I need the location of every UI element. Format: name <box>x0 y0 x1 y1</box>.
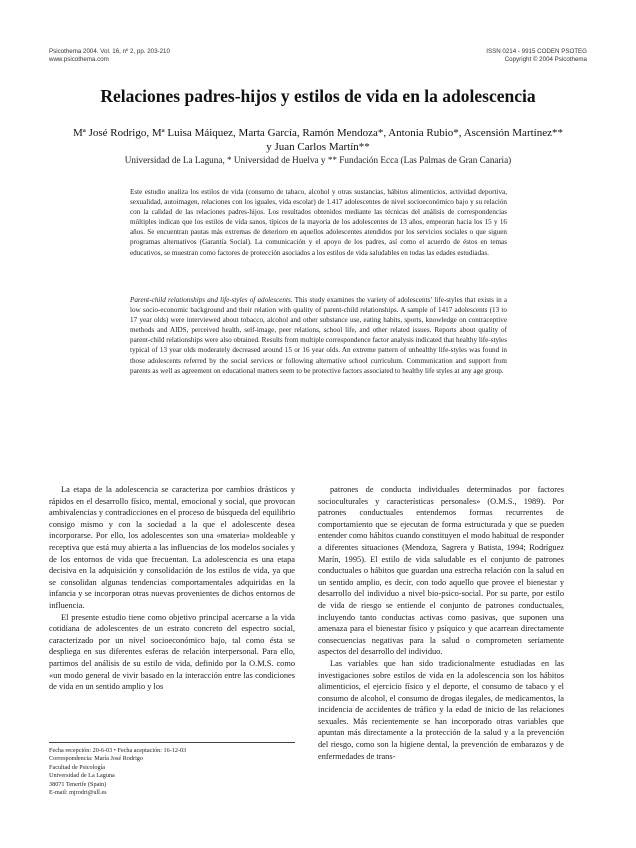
abstract-spanish: Este estudio analiza los estilos de vida (consumo de tabaco, alcohol y otras sustancias, hábitos alimenticios, actividad deportiva, sexualidad, autoimagen, relaciones con los iguales, vida escolar) de 1.417 adolescentes de nivel socioeconómico bajo y su relación con la calidad de las relaciones padres-hijos. Los resultados obtenidos mediante las técnicas del análisis de correspondencias múltiples indican que los estilos de vida sanos, típicos de la mayoría de los adolescentes de 13 años, empeoran hacia los 15 y 16 años. Se encuentran pautas más extremas de deterioro en aquellos adolescentes atendidos por los servicios sociales o que siguen programas alternativos (Garantía Social). La comunicación y el apoyo de los padres, así como el acuerdo de éstos en temas educativos, se muestran como factores de protección asociados a los estilos de vida saludables en todas las edades estudiadas. <box>130 188 507 257</box>
footnote-faculty: Facultad de Psicología <box>49 763 106 771</box>
article-title: Relaciones padres-hijos y estilos de vida en la adolescencia <box>100 86 536 106</box>
journal-website: www.psicothema.com <box>49 56 109 63</box>
affiliations: Universidad de La Laguna, * Universidad de Huelva y ** Fundación Ecca (Las Palmas de Gran Canaria) <box>124 155 512 165</box>
footnote-city: 38071 Tenerife (Spain) <box>49 780 107 788</box>
body-column-right <box>318 484 564 762</box>
body-paragraph: patrones de conducta individuales determinados por factores socioculturales y características personales» (O.M.S., 1989). Por patrones conductuales entendemos formas recurrentes de comportamiento que se ejecutan de forma estructurada y que se pueden entender como hábitos cuando constituyen el modo habitual de responder a diferentes situaciones (Mendoza, Sagrera y Batista, 1994; Rodríguez Marín, 1995). El estilo de vida saludable es el conjunto de patrones conductuales o hábitos que guardan una estrecha relación con la salud en un sentido amplio, es decir, con todo aquello que provee el bienestar y desarrollo del individuo a nivel bio-psico-social. Por su parte, por estilo de vida de riesgo se entiende el conjunto de patrones conductuales, incluyendo tanto conductas activas como pasivas, que suponen una amenaza para el bienestar físico y psíquico y que acarrean directamente consecuencias negativas para la salud o comprometen seriamente aspectos del desarrollo del individuo. <box>318 485 564 657</box>
copyright-line: Copyright © 2004 Psicothema <box>504 56 587 63</box>
body-paragraph: La etapa de la adolescencia se caracteriza por cambios drásticos y rápidos en el desarrollo físico, mental, emocional y social, que provocan ambivalencias y contradicciones en el proceso de búsqueda del equilibrio consigo mismo y con la sociedad a la que el adolescente desea incorporarse. Por ello, los adolescentes son una «materia» moldeable y receptiva que está muy abierta a las influencias de los modelos sociales y de los entornos de vida que frecuentan. La adolescencia es una etapa decisiva en la adquisición y consolidación de los estilos de vida, ya que se consolidan algunas tendencias comportamentales adquiridas en la infancia y se incorporan otras nuevas provenientes de dichos entornos de influencia. <box>49 485 295 610</box>
footnote-divider <box>49 742 295 743</box>
authors-line-1: Mª José Rodrigo, Mª Luisa Máiquez, Marta García, Ramón Mendoza*, Antonia Rubio*, Ascensión Martínez** <box>73 127 563 139</box>
footnote-correspondence: Correspondencia: María José Rodrigo <box>49 755 143 763</box>
journal-citation: Psicothema 2004. Vol. 16, nº 2, pp. 203-210 <box>49 48 170 55</box>
issn-line: ISSN 0214 - 9915 CODEN PSOTEG <box>486 48 587 55</box>
abstract-english <box>130 295 507 376</box>
body-column-left <box>49 484 295 693</box>
abstract-english-title: Parent-child relationships and life-styles of adolescents. <box>130 296 293 304</box>
body-paragraph: Las variables que han sido tradicionalmente estudiadas en las investigaciones sobre estilos de vida en la adolescencia son los hábitos alimenticios, el ejercicio físico y el deporte, el consumo de tabaco y el consumo de alcohol, el consumo de drogas ilegales, de medicamentos, la incidencia de accidentes de tráfico y la edad de inicio de las relaciones sexuales. Más recientemente se han incorporado otras variables que apuntan más directamente a la protección de la salud y a la prevención del riesgo, como son la higiene dental, la prevención de embarazos y de enfermedades de trans- <box>318 658 564 761</box>
authors-line-2: y Juan Carlos Martín** <box>266 141 370 153</box>
footnote <box>49 747 295 797</box>
body-paragraph: El presente estudio tiene como objetivo principal acercarse a la vida cotidiana de adolescentes de un estrato concreto del espectro social, caracterizado por un nivel socioeconómico bajo, tal como ésta se despliega en sus diferentes esferas de relación interpersonal. Para ello, partimos del análisis de su estilo de vida, definido por la O.M.S. como «un modo general de vivir basado en la interacción entre las condiciones de vida en un sentido amplio y los <box>49 612 295 692</box>
footnote-dates: Fecha recepción: 20-6-03 • Fecha aceptación: 16-12-03 <box>49 747 187 754</box>
issn-header <box>486 48 587 64</box>
footnote-university: Universidad de La Laguna <box>49 772 115 780</box>
abstract-english-body: This study examines the variety of adolescents’ life-styles that exists in a low socio-economic background and their relation with quality of parent-child relationships. A sample of 1417 adolescents (13 to 17 year olds) were interviewed about tobacco, alcohol and other substance use, eating habits, sports, knowledge on contraceptive methods and AIDS, perceived health, self-image, peer relations, school life, and other related issues. Reports about quality of parent-child relationships were also obtained. Results from multiple correspondence factor analysis indicated that healthy life-styles typical of 13 year olds moderately decreased around 15 or 16 year olds. An extreme pattern of unhealthy life-styles was found in those adolescents referred by the social services or following alternative school curriculum. Communication and support from parents as well as agreement on educational matters seem to be protective factors associated to healthy life styles at any age group. <box>130 296 507 375</box>
author-list <box>40 126 596 154</box>
footnote-email: E-mail: mjrodri@ull.es <box>49 789 107 797</box>
journal-header <box>49 48 170 64</box>
